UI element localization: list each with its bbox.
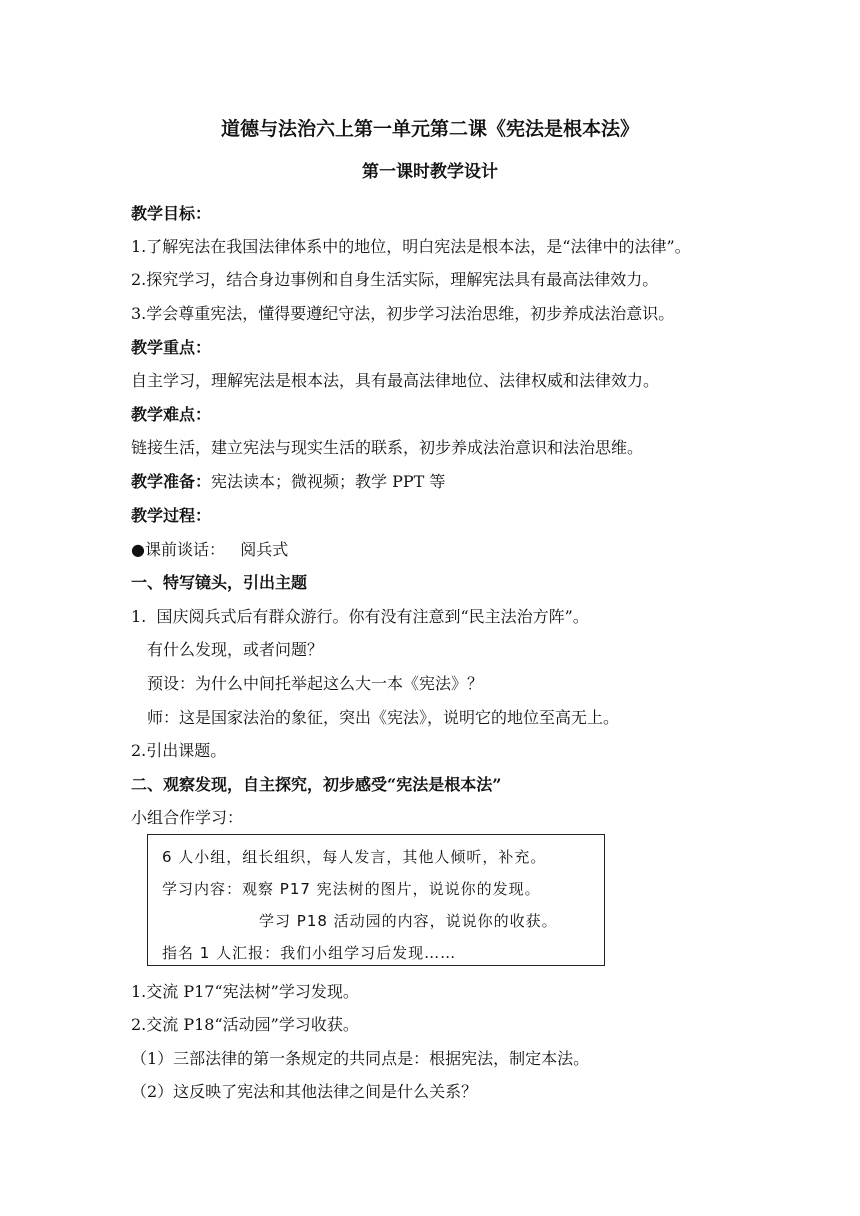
section2-line: 1.交流 P17“宪法树”学习发现。 [131, 982, 359, 1001]
difficulty-heading: 教学难点： [131, 405, 212, 424]
document-title: 道德与法治六上第一单元第二课《宪法是根本法》 [220, 118, 639, 140]
goal-item: 2.探究学习，结合身边事例和自身生活实际，理解宪法具有最高法律效力。 [131, 270, 659, 289]
prep-heading: 教学准备： [131, 472, 212, 491]
group-label: 小组合作学习： [131, 808, 244, 827]
document-subtitle: 第一课时教学设计 [362, 162, 498, 182]
goals-heading: 教学目标： [131, 204, 212, 223]
process-heading: 教学过程： [131, 506, 212, 525]
prep-text: 宪法读本；微视频；教学 PPT 等 [211, 472, 446, 491]
difficulty-text: 链接生活，建立宪法与现实生活的联系，初步养成法治意识和法治思维。 [131, 438, 644, 457]
key-text: 自主学习，理解宪法是根本法，具有最高法律地位、法律权威和法律效力。 [131, 371, 660, 390]
section2-line: 2.交流 P18“活动园”学习收获。 [131, 1015, 359, 1034]
section1-line: 2.引出课题。 [131, 741, 227, 760]
goal-item: 1.了解宪法在我国法律体系中的地位，明白宪法是根本法，是“法律中的法律”。 [131, 237, 691, 256]
section1-line: 师：这是国家法治的象征，突出《宪法》，说明它的地位至高无上。 [147, 708, 620, 727]
group-task-box [147, 834, 605, 966]
section1-heading: 一、特写镜头，引出主题 [131, 573, 308, 592]
goal-item: 3.学会尊重宪法，懂得要遵纪守法，初步学习法治思维，初步养成法治意识。 [131, 304, 675, 323]
box-line: 6 人小组，组长组织，每人发言，其他人倾听，补充。 [162, 848, 547, 866]
key-heading: 教学重点： [131, 338, 212, 357]
prep-line [131, 472, 445, 492]
box-line: 指名 1 人汇报：我们小组学习后发现…… [162, 944, 457, 962]
section2-line: （2）这反映了宪法和其他法律之间是什么关系？ [131, 1082, 478, 1101]
section2-heading: 二、观察发现，自主探究，初步感受“宪法是根本法” [131, 775, 502, 794]
section1-line: 有什么发现，或者问题？ [147, 640, 324, 659]
section2-line: （1）三部法律的第一条规定的共同点是：根据宪法，制定本法。 [131, 1049, 590, 1068]
section1-line: 1. 国庆阅兵式后有群众游行。你有没有注意到“民主法治方阵”。 [131, 607, 589, 626]
box-line: 学习 P18 活动园的内容，说说你的收获。 [259, 912, 558, 930]
section1-line: 预设：为什么中间托举起这么大一本《宪法》？ [147, 674, 484, 693]
box-line: 学习内容：观察 P17 宪法树的图片，说说你的发现。 [162, 880, 541, 898]
pre-talk: ●课前谈话： 阅兵式 [131, 540, 289, 559]
